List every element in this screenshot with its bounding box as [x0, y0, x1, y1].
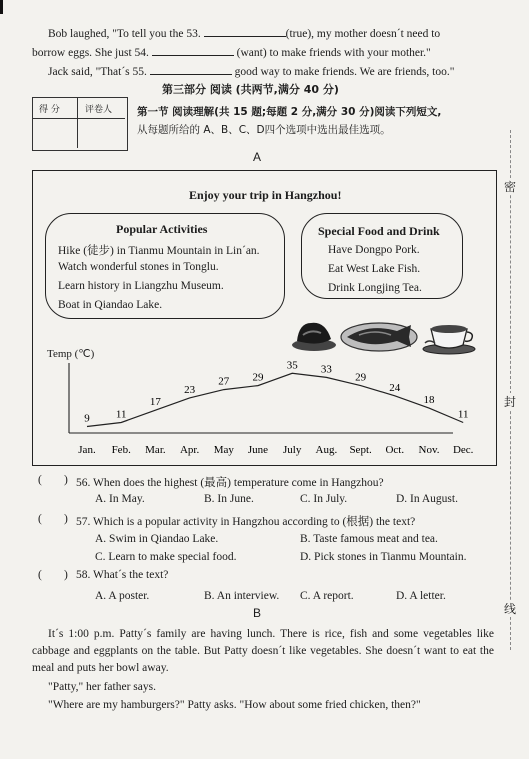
seal-mark-feng: 封	[504, 395, 517, 409]
passage-b-label: B	[253, 606, 262, 620]
score-box[interactable]	[34, 120, 76, 147]
food-bubble	[301, 213, 463, 299]
month-tick-label: Feb.	[111, 444, 131, 456]
sentence-53-start: Bob laughed, "To tell you the 53.	[48, 28, 201, 40]
blank-55[interactable]	[150, 63, 232, 75]
q56-option-c[interactable]: C. In July.	[300, 493, 348, 505]
hangzhou-poster	[32, 170, 497, 466]
temp-data-label: 29	[252, 371, 264, 384]
sentence-53-end: (true), my mother doesn´t need to	[285, 28, 441, 40]
month-tick-label: June	[247, 444, 269, 456]
temp-data-label: 29	[355, 371, 367, 384]
month-tick-label: Mar.	[145, 444, 166, 456]
q57-paren-close: )	[64, 513, 68, 525]
q58-answer-slot[interactable]	[44, 569, 64, 582]
month-tick-label: Nov.	[418, 444, 440, 456]
sentence-53	[48, 25, 440, 40]
temp-data-label: 27	[218, 375, 230, 388]
score-table-divider-v	[77, 98, 78, 148]
activity-item: Boat in Qiandao Lake.	[58, 299, 163, 311]
temp-data-label: 23	[184, 383, 196, 396]
food-item: Have Dongpo Pork.	[328, 244, 420, 256]
passage-b-paragraph-3: "Where are my hamburgers?" Patty asks. "How about some fried chicken, then?"	[48, 699, 421, 711]
temperature-line	[87, 373, 463, 426]
q56-answer-slot[interactable]	[44, 474, 64, 487]
temp-data-label: 17	[149, 396, 161, 409]
score-label: 得 分	[39, 105, 60, 115]
sentence-54-end: (want) to make friends with your mother."	[236, 47, 431, 59]
month-tick-label: Apr.	[179, 444, 200, 456]
activity-item: Hike (徒步) in Tianmu Mountain in Lin´an.	[58, 245, 260, 257]
blank-53[interactable]	[204, 25, 286, 37]
blank-54[interactable]	[152, 44, 234, 56]
page-edge-mark	[0, 0, 3, 14]
passage-b-paragraph-1: It´s 1:00 p.m. Patty´s family are having lunch. There is rice, fish and some vegetables like cabbage and eggplants on the table. But Patty doesn´t like vegetables. She doesn´t want to eat the meal and puts her bowl away.	[32, 628, 494, 674]
q56-option-d[interactable]: D. In August.	[396, 493, 458, 505]
activities-title: Popular Activities	[116, 222, 208, 236]
food-item: Drink Longjing Tea.	[328, 282, 422, 294]
sentence-54-start: borrow eggs. She just 54.	[32, 47, 149, 59]
q58-option-c[interactable]: C. A report.	[300, 590, 354, 602]
month-tick-label: Oct.	[385, 444, 405, 456]
seal-mark-xian: 线	[504, 602, 517, 616]
q56-option-b[interactable]: B. In June.	[204, 493, 254, 505]
month-tick-label: July	[283, 444, 302, 456]
activities-bubble	[45, 213, 285, 319]
month-tick-label: Dec.	[452, 444, 474, 456]
activity-item: Watch wonderful stones in Tonglu.	[58, 261, 219, 273]
passage-a-label: A	[253, 150, 262, 164]
temp-data-label: 35	[286, 359, 298, 372]
month-tick-label: Jan.	[78, 444, 96, 456]
score-table	[32, 97, 128, 151]
q58-option-a[interactable]: A. A poster.	[95, 590, 150, 602]
q58-option-b[interactable]: B. An interview.	[204, 590, 280, 602]
q58-text: 58. What´s the text?	[76, 569, 169, 581]
q57-answer-slot[interactable]	[44, 513, 64, 526]
temp-data-label: 9	[84, 412, 90, 425]
q56-paren-close: )	[64, 474, 68, 486]
section-heading: 第三部分 阅读 (共两节,满分 40 分)	[162, 83, 339, 96]
sentence-55-end: good way to make friends. We are friends, too."	[234, 66, 455, 78]
instruction-line-2: 从每题所给的 A、B、C、D四个选项中选出最佳选项。	[137, 124, 391, 136]
food-item: Eat West Lake Fish.	[328, 263, 421, 275]
sentence-55	[48, 63, 454, 78]
month-tick-label: Sept.	[349, 444, 372, 456]
q57-option-b[interactable]: B. Taste famous meat and tea.	[300, 533, 438, 545]
q58-option-d[interactable]: D. A letter.	[396, 590, 446, 602]
activity-item: Learn history in Liangzhu Museum.	[58, 280, 224, 292]
passage-b-paragraph-2: "Patty," her father says.	[48, 681, 156, 693]
instruction-line-1: 第一节 阅读理解(共 15 题;每题 2 分,满分 30 分)阅读下列短文,	[137, 106, 442, 118]
q56-text: 56. When does the highest (最高) temperature come in Hangzhou?	[76, 477, 384, 489]
grader-label: 评卷人	[85, 105, 113, 115]
q57-paren-open: (	[38, 513, 42, 525]
q57-option-a[interactable]: A. Swim in Qiandao Lake.	[95, 533, 219, 545]
q56-option-a[interactable]: A. In May.	[95, 493, 145, 505]
q56-paren-open: (	[38, 474, 42, 486]
grader-box[interactable]	[79, 120, 125, 147]
sentence-54	[32, 44, 431, 59]
q58-paren-open: (	[38, 569, 42, 581]
temp-data-label: 11	[115, 408, 127, 421]
temperature-chart	[33, 339, 496, 463]
q57-option-d[interactable]: D. Pick stones in Tianmu Mountain.	[300, 551, 467, 563]
month-tick-label: Aug.	[315, 444, 338, 456]
temp-data-label: 11	[457, 408, 469, 421]
temp-data-label: 33	[320, 363, 332, 376]
seal-mark-mi: 密	[504, 180, 517, 194]
poster-title: Enjoy your trip in Hangzhou!	[189, 188, 342, 202]
q57-text: 57. Which is a popular activity in Hangzhou according to (根据) the text?	[76, 516, 416, 528]
temp-data-label: 18	[423, 394, 435, 407]
temp-data-label: 24	[389, 381, 401, 394]
month-tick-label: May	[213, 444, 234, 456]
chart-ylabel: Temp (℃)	[47, 348, 95, 360]
q58-paren-close: )	[64, 569, 68, 581]
q57-option-c[interactable]: C. Learn to make special food.	[95, 551, 237, 563]
food-title: Special Food and Drink	[318, 224, 440, 238]
seal-line	[510, 130, 511, 650]
score-table-divider-h	[33, 118, 125, 119]
sentence-55-start: Jack said, "That´s 55.	[48, 66, 147, 78]
